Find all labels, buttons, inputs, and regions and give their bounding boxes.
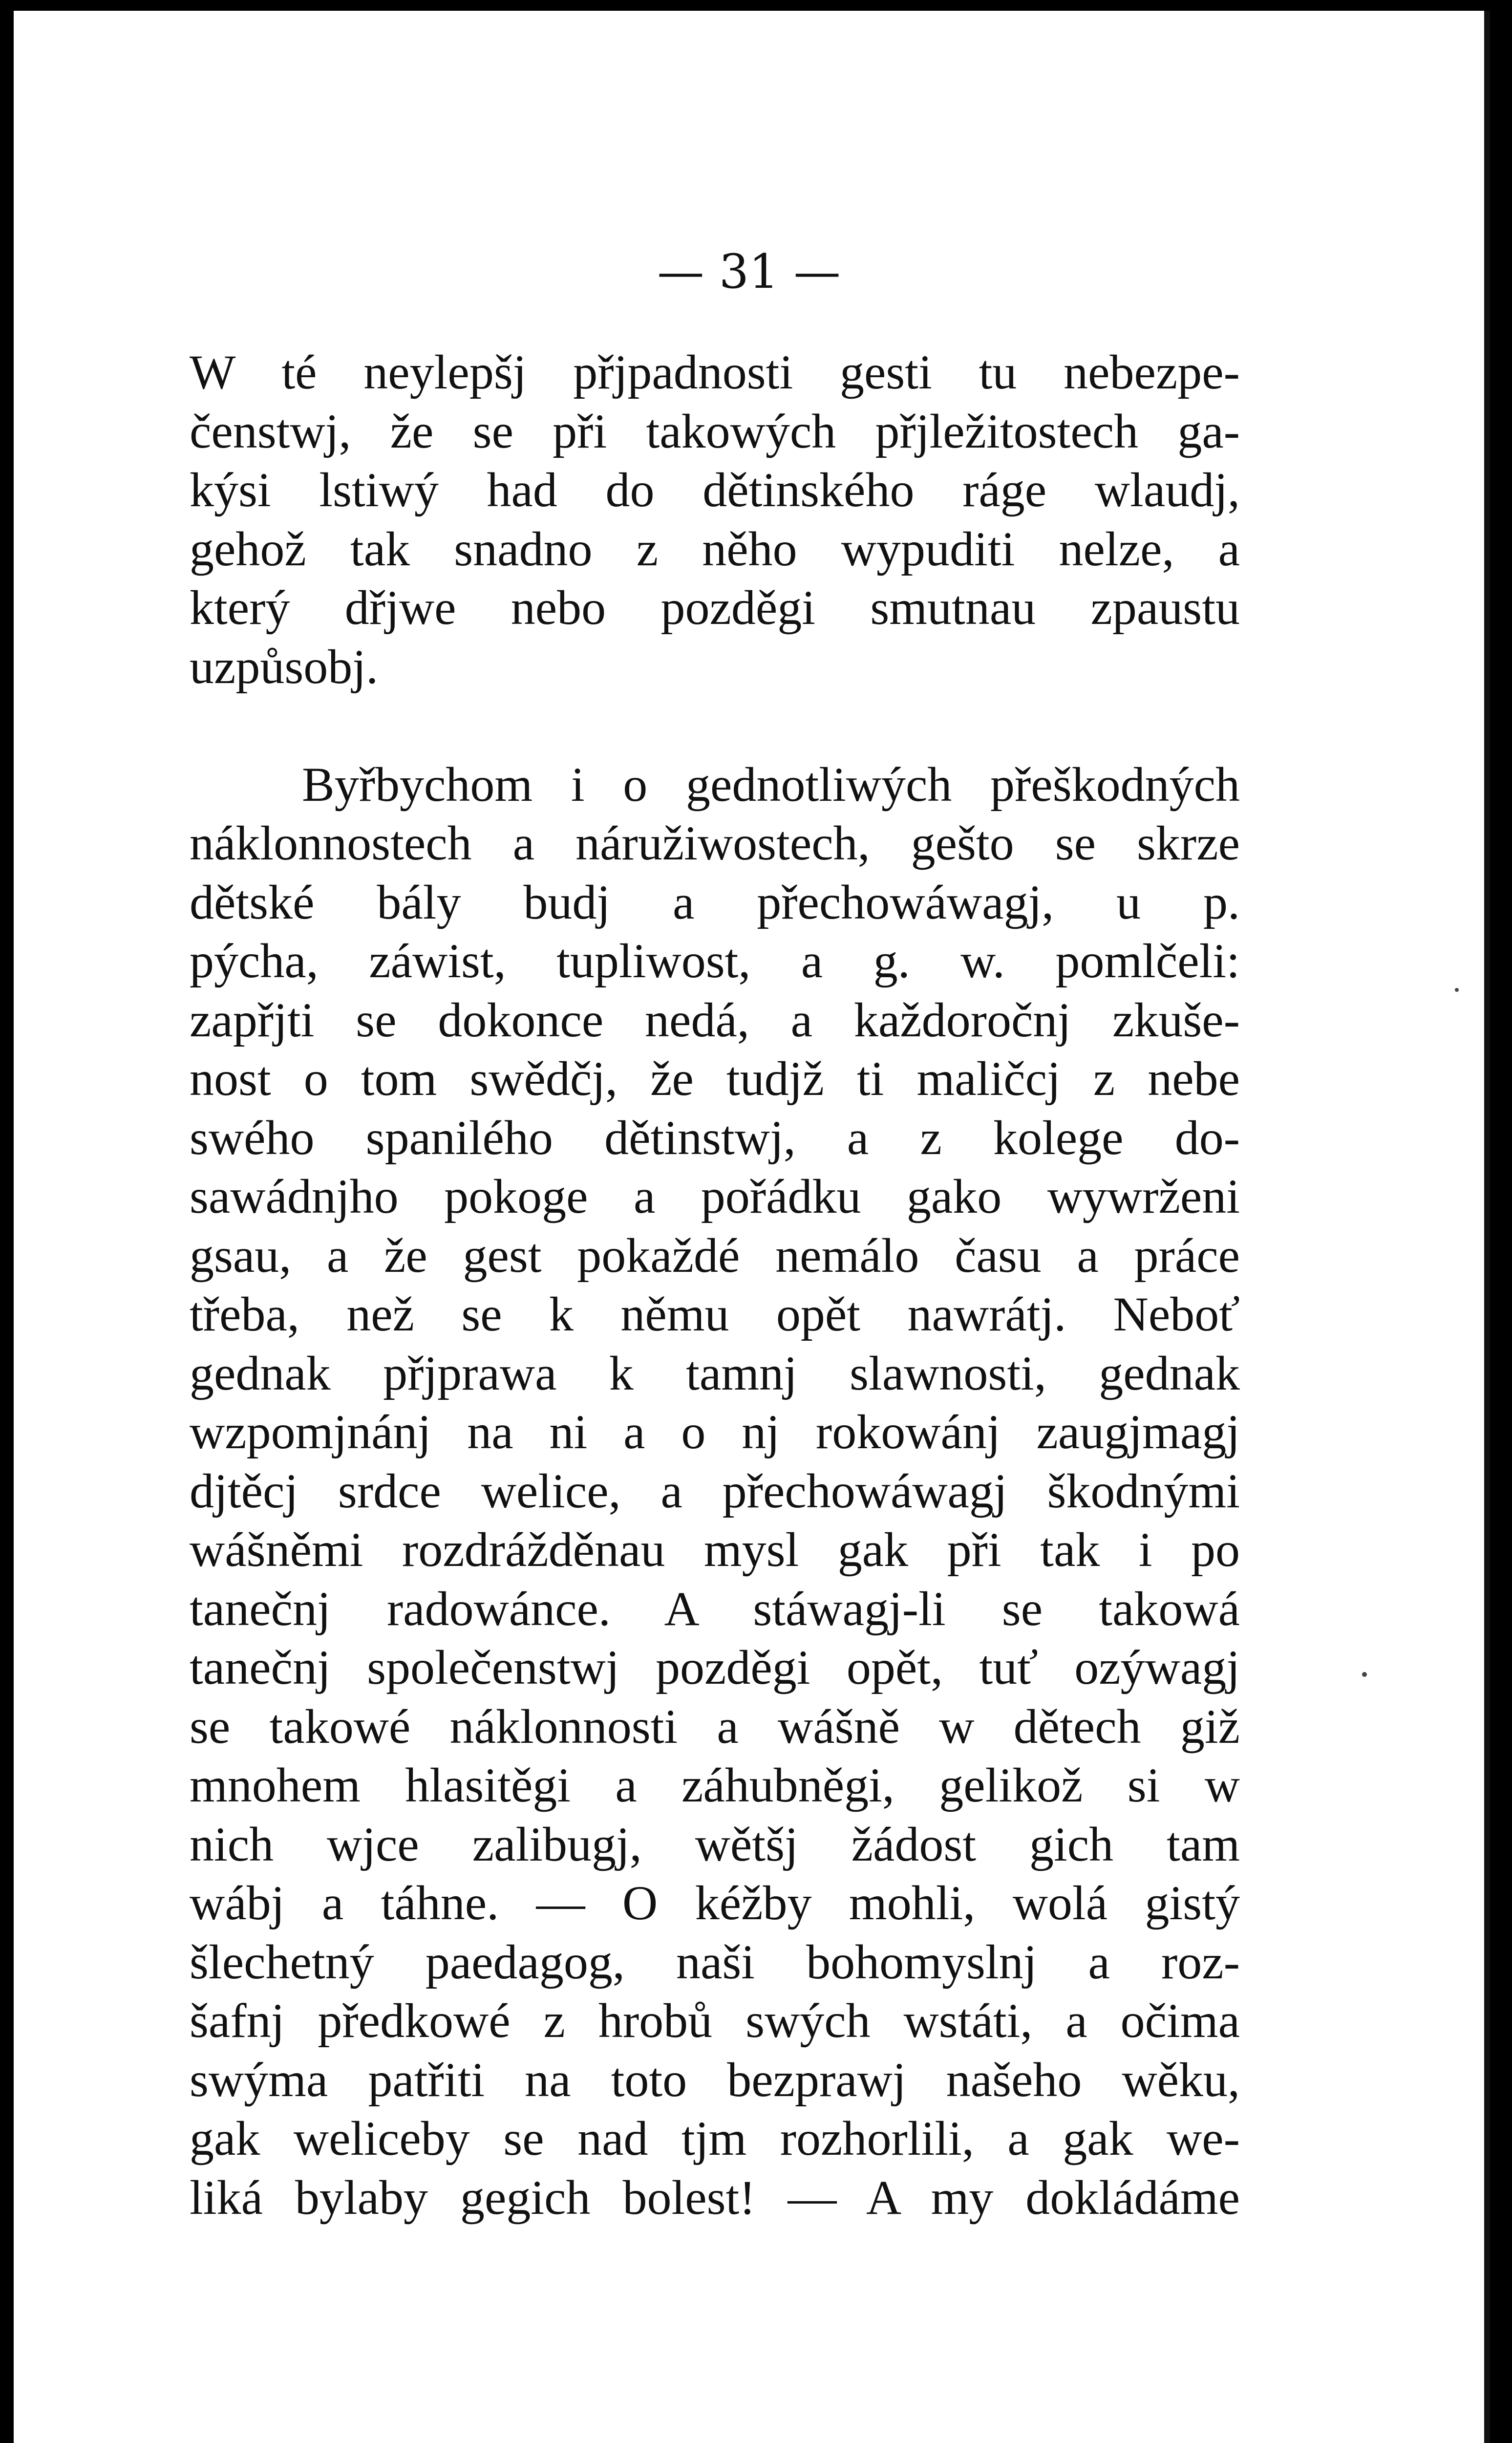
text-body	[190, 343, 1240, 2227]
text-line: wzpomjnánj na ni a o nj rokowánj zaugjmagj	[190, 1405, 1240, 1459]
text-line: W té neylepšj přjpadnosti gesti tu nebezpe-	[190, 345, 1240, 399]
text-line: šafnj předkowé z hrobů swých wstáti, a očima	[190, 1993, 1240, 2048]
text-line: sawádnjho pokoge a pořádku gako wywrženi	[190, 1169, 1240, 1223]
text-line: dětské bály budj a přechowáwagj, u p.	[190, 875, 1240, 929]
text-line: kýsi lstiwý had do dětinského ráge wlaudj,	[190, 463, 1240, 517]
book-page	[14, 11, 1490, 2443]
text-line: Byřbychom i o gednotliwých přeškodných	[302, 757, 1240, 812]
text-line: nich wjce zalibugj, wětšj žádost gich tam	[190, 1817, 1240, 1871]
text-line: tanečnj radowánce. A stáwagj-li se takowá	[190, 1581, 1240, 1636]
text-line: gednak přjprawa k tamnj slawnosti, gednak	[190, 1346, 1240, 1400]
paragraph	[190, 343, 1240, 696]
text-line: šlechetný paedagog, naši bohomyslnj a roz-	[190, 1934, 1240, 1989]
text-line: zapřjti se dokonce nedá, a každoročnj zkuše-	[190, 992, 1240, 1047]
text-line: swého spanilého dětinstwj, a z kolege do-	[190, 1110, 1240, 1165]
paragraph-gap	[190, 696, 1240, 755]
text-line: gehož tak snadno z něho wypuditi nelze, a	[190, 521, 1240, 576]
paragraph	[190, 755, 1240, 2228]
text-line: náklonnostech a náružiwostech, gešto se skrze	[190, 816, 1240, 870]
scan-speck	[1455, 988, 1459, 992]
text-line: nost o tom swědčj, že tudjž ti maličcj z nebe	[190, 1051, 1240, 1106]
text-line: uzpůsobj.	[190, 639, 379, 694]
text-line: gak weliceby se nad tjm rozhorlili, a gak we-	[190, 2111, 1240, 2165]
text-line: wášněmi rozdrážděnau mysl gak při tak i po	[190, 1522, 1240, 1577]
text-line: pýcha, záwist, tupliwost, a g. w. pomlčeli:	[190, 934, 1240, 988]
page-number: — 31 —	[657, 244, 841, 299]
text-line: čenstwj, že se při takowých přjležitostech ga-	[190, 404, 1240, 458]
scan-speck	[1362, 1672, 1367, 1677]
text-line: tanečnj společenstwj pozděgi opět, tuť ozýwagj	[190, 1640, 1240, 1694]
text-line: gsau, a že gest pokaždé nemálo času a práce	[190, 1228, 1240, 1283]
text-line: swýma patřiti na toto bezprawj našeho wěku,	[190, 2052, 1240, 2107]
text-line: wábj a táhne. — O kéžby mohli, wolá gistý	[190, 1876, 1240, 1930]
text-line: se takowé náklonnosti a wášně w dětech giž	[190, 1699, 1240, 1754]
text-line: djtěcj srdce welice, a přechowáwagj škodnými	[190, 1463, 1240, 1518]
text-line: který dřjwe nebo pozděgi smutnau zpaustu	[190, 580, 1240, 635]
text-line: mnohem hlasitěgi a záhubněgi, gelikož si w	[190, 1758, 1240, 1812]
text-line: liká bylaby gegich bolest! — A my dokládáme	[190, 2170, 1240, 2225]
text-line: třeba, než se k němu opět nawrátj. Neboť	[190, 1287, 1240, 1341]
